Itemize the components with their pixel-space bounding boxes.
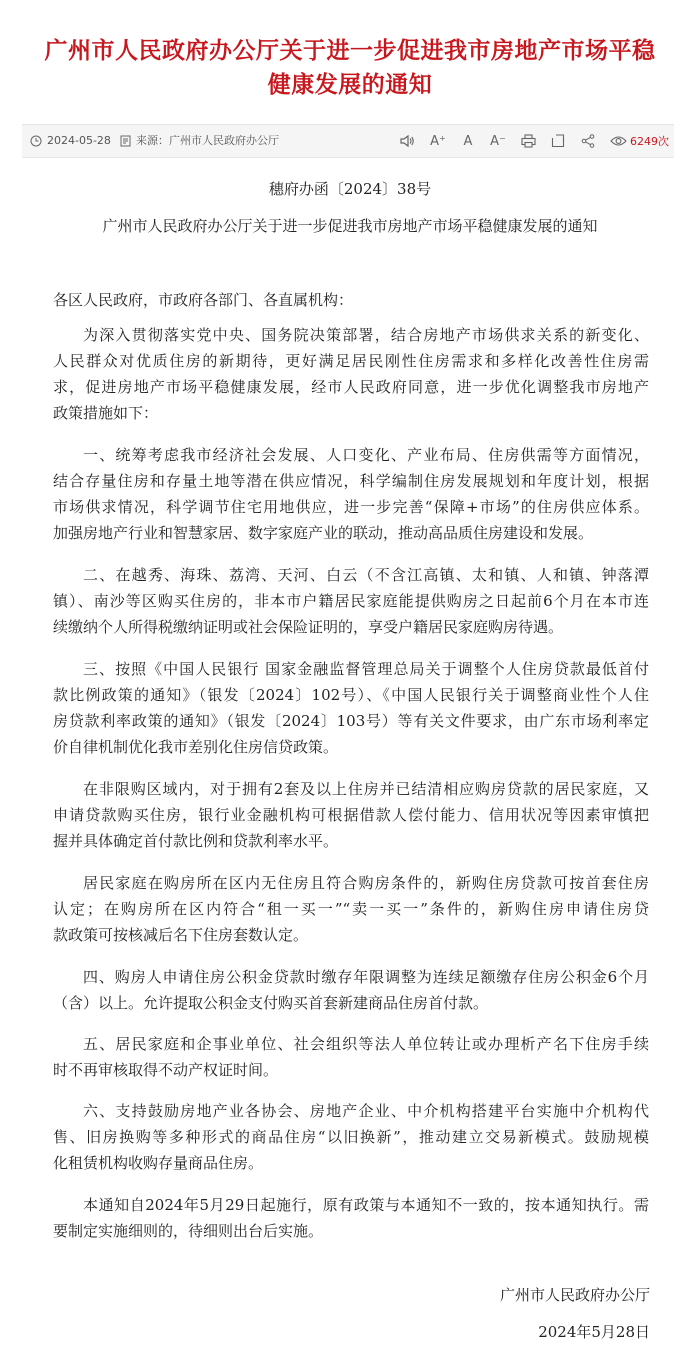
paragraph-line: 款比例政策的通知》（银发〔2024〕102号）、《中国人民银行关于调整商业性个人住 <box>53 686 649 704</box>
bookmark-button[interactable] <box>546 125 570 157</box>
paragraph-line: 款政策可按核减后名下住房套数认定。 <box>53 926 309 944</box>
publish-date <box>30 125 111 157</box>
view-count-text: 6249次 <box>630 135 669 148</box>
bookmark-icon <box>551 134 565 148</box>
eye-icon <box>610 135 627 147</box>
paragraph-line: 房贷款利率政策的通知》（银发〔2024〕103号）等有关文件要求，由广东市场利率定 <box>53 712 649 730</box>
signature: 广州市人民政府办公厅 <box>499 1286 650 1304</box>
document-title: 广州市人民政府办公厅关于进一步促进我市房地产市场平稳健康发展的通知 <box>102 217 598 235</box>
salutation: 各区人民政府，市政府各部门、各直属机构： <box>53 291 354 309</box>
paragraph-line: 价自律机制优化我市差别化住房信贷政策。 <box>53 738 339 756</box>
paragraph-line: 化租赁机构收购存量商品住房。 <box>53 1154 264 1172</box>
paragraph-line: 售、旧房换购等多种形式的商品住房“以旧换新”，推动建立交易新模式。鼓励规模 <box>53 1128 649 1146</box>
source-name: 广州市人民政府办公厅 <box>169 134 279 147</box>
title-line: 健康发展的通知 <box>267 72 433 98</box>
sign-date: 2024年5月28日 <box>538 1323 650 1341</box>
article-title <box>40 34 660 102</box>
paragraph-line: 政策措施如下： <box>53 404 159 422</box>
paragraph-line: 认定；在购房所在区内符合“租一买一”“卖一买一”条件的，新购住房申请住房贷 <box>53 900 649 918</box>
paragraph-line: 握并具体确定首付款比例和贷款利率水平。 <box>53 832 339 850</box>
paragraph-line: 要制定实施细则的，待细则出台后实施。 <box>53 1222 324 1240</box>
font-large-label: A⁺ <box>430 133 446 149</box>
paragraph-line: 二、在越秀、海珠、荔湾、天河、白云（不含江高镇、太和镇、人和镇、钟落潭 <box>83 566 649 584</box>
meta-toolbar <box>22 124 674 158</box>
clock-icon <box>30 135 42 147</box>
paragraph-line: 市场供求情况，科学调节住宅用地供应，进一步完善“保障+市场”的住房供应体系。 <box>53 498 649 516</box>
paragraph-line: 人民群众对优质住房的新期待，更好满足居民刚性住房需求和多样化改善性住房需 <box>53 352 649 370</box>
paragraph-line: 为深入贯彻落实党中央、国务院决策部署，结合房地产市场供求关系的新变化、 <box>83 326 649 344</box>
paragraph-line: 三、按照《中国人民银行 国家金融监督管理总局关于调整个人住房贷款最低首付 <box>83 660 649 678</box>
paragraph-line: （含）以上。允许提取公积金支付购买首套新建商品住房首付款。 <box>53 994 489 1012</box>
date-text: 2024-05-28 <box>47 134 111 147</box>
paragraph-line: 求，促进房地产市场平稳健康发展，经市人民政府同意，进一步优化调整我市房地产 <box>53 378 649 396</box>
document-number: 穗府办函〔2024〕38号 <box>268 180 432 198</box>
paragraph-line: 续缴纳个人所得税缴纳证明或社会保险证明的，享受户籍居民家庭购房待遇。 <box>53 618 564 636</box>
source-label: 来源： <box>136 134 169 147</box>
printer-icon <box>521 134 536 148</box>
read-aloud-button[interactable] <box>395 125 419 157</box>
font-increase-button[interactable] <box>426 125 450 157</box>
font-decrease-button[interactable] <box>486 125 510 157</box>
font-small-label: A⁻ <box>490 133 506 149</box>
font-medium-label: A <box>463 133 473 149</box>
paragraph-line: 本通知自2024年5月29日起施行，原有政策与本通知不一致的，按本通知执行。需 <box>83 1196 649 1214</box>
paragraph-line: 四、购房人申请住房公积金贷款时缴存年限调整为连续足额缴存住房公积金6个月 <box>83 968 649 986</box>
share-icon <box>581 134 595 148</box>
paragraph-line: 结合存量住房和存量土地等潜在供应情况，科学编制住房发展规划和年度计划，根据 <box>53 472 649 490</box>
paragraph-line: 六、支持鼓励房地产业各协会、房地产企业、中介机构搭建平台实施中介机构代 <box>83 1102 649 1120</box>
font-reset-button[interactable] <box>456 125 480 157</box>
source <box>120 125 279 157</box>
speaker-icon <box>400 134 415 148</box>
share-button[interactable] <box>576 125 600 157</box>
paragraph-line: 镇）、南沙等区购买住房的，非本市户籍居民家庭能提供购房之日起前6个月在本市连 <box>53 592 649 610</box>
paragraph-line: 加强房地产行业和智慧家居、数字家庭产业的联动，推动高品质住房建设和发展。 <box>53 524 594 542</box>
paragraph-line: 申请贷款购买住房，银行业金融机构可根据借款人偿付能力、信用状况等因素审慎把 <box>53 806 649 824</box>
paragraph-line: 一、统筹考虑我市经济社会发展、人口变化、产业布局、住房供需等方面情况， <box>83 446 649 464</box>
view-count <box>610 125 672 157</box>
paragraph-line: 在非限购区域内，对于拥有2套及以上住房并已结清相应购房贷款的居民家庭，又 <box>83 780 649 798</box>
print-button[interactable] <box>516 125 540 157</box>
document-icon <box>120 135 131 147</box>
title-line: 广州市人民政府办公厅关于进一步促进我市房地产市场平稳 <box>44 38 656 64</box>
paragraph-line: 居民家庭在购房所在区内无住房且符合购房条件的，新购住房贷款可按首套住房 <box>83 874 649 892</box>
paragraph-line: 时不再审核取得不动产权证时间。 <box>53 1061 279 1079</box>
paragraph-line: 五、居民家庭和企事业单位、社会组织等法人单位转让或办理析产名下住房手续 <box>83 1035 649 1053</box>
